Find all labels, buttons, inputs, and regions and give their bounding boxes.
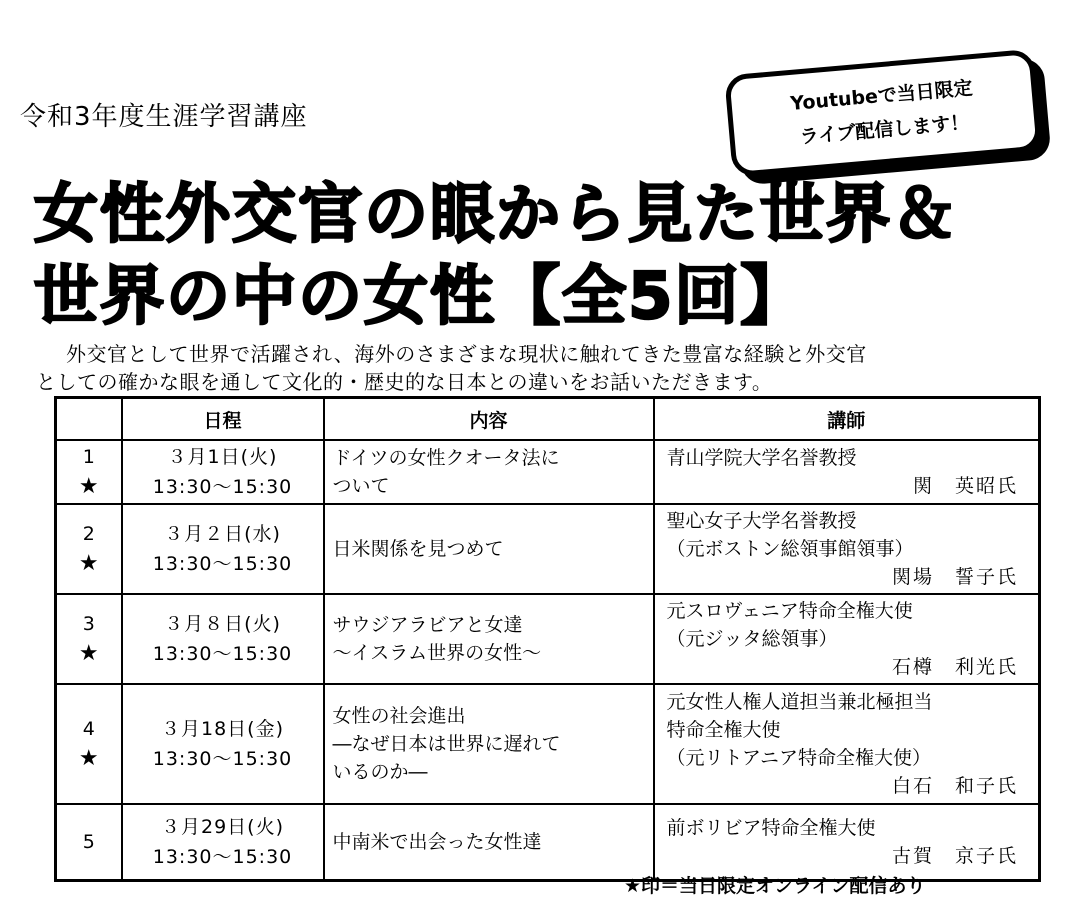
session-topic: ドイツの女性クオータ法に ついて [324, 440, 654, 504]
header-number [56, 398, 122, 441]
table-row [56, 594, 1040, 684]
session-topic: 日米関係を見つめて [324, 504, 654, 594]
youtube-live-badge [724, 49, 1042, 178]
lecturer-name: 古賀 京子氏 [891, 845, 1018, 867]
session-datetime: ３月1日(火) 13:30～15:30 [122, 440, 324, 504]
online-star-icon: ★ [78, 746, 99, 771]
badge-line-1: Youtubeで当日限定 [789, 77, 974, 115]
session-datetime: ３月18日(金) 13:30～15:30 [122, 684, 324, 804]
page-title-line-2: 世界の中の女性【全5回】 [34, 260, 807, 334]
header-lecturer: 講師 [654, 398, 1040, 441]
organizer-label: 令和3年度生涯学習講座 [20, 102, 308, 132]
lecturer-name: 白石 和子氏 [891, 775, 1018, 797]
session-topic: 女性の社会進出 ―なぜ日本は世界に遅れて いるのか― [324, 684, 654, 804]
session-number: 1 ★ [56, 440, 122, 504]
session-lecturer: 前ボリビア特命全権大使 古賀 京子氏 [654, 804, 1040, 881]
page-title-line-1: 女性外交官の眼から見た世界＆ [34, 178, 958, 252]
table-row [56, 684, 1040, 804]
session-lecturer: 元女性人権人道担当兼北極担当 特命全権大使 （元リトアニア特命全権大使） 白石 和子氏 [654, 684, 1040, 804]
table-row [56, 440, 1040, 504]
table-header-row [56, 398, 1040, 441]
intro-line-2: としての確かな眼を通して文化的・歴史的な日本との違いをお話いただきます。 [36, 370, 773, 394]
session-datetime: ３月２日(水) 13:30～15:30 [122, 504, 324, 594]
table-row [56, 804, 1040, 881]
online-star-icon: ★ [78, 641, 99, 666]
lecturer-name: 関場 誓子氏 [891, 566, 1018, 588]
online-footnote: ★印＝当日限定オンライン配信あり [624, 875, 926, 897]
intro-line-1 [36, 340, 1046, 368]
table-row [56, 504, 1040, 594]
session-datetime: ３月８日(火) 13:30～15:30 [122, 594, 324, 684]
header-schedule: 日程 [122, 398, 324, 441]
session-number: 4 ★ [56, 684, 122, 804]
online-star-icon: ★ [78, 551, 99, 576]
online-star-icon: ★ [78, 474, 99, 499]
session-lecturer: 元スロヴェニア特命全権大使 （元ジッタ総領事） 石樽 利光氏 [654, 594, 1040, 684]
session-lecturer: 聖心女子大学名誉教授 （元ボストン総領事館領事） 関場 誓子氏 [654, 504, 1040, 594]
session-topic: サウジアラビアと女達 ～イスラム世界の女性～ [324, 594, 654, 684]
session-number: 2 ★ [56, 504, 122, 594]
session-lecturer: 青山学院大学名誉教授 関 英昭氏 [654, 440, 1040, 504]
session-number: 5 [56, 804, 122, 881]
header-content: 内容 [324, 398, 654, 441]
session-number: 3 ★ [56, 594, 122, 684]
lecturer-name: 石樽 利光氏 [891, 656, 1018, 678]
session-datetime: ３月29日(火) 13:30～15:30 [122, 804, 324, 881]
lecturer-name: 関 英昭氏 [912, 475, 1018, 497]
session-topic: 中南米で出会った女性達 [324, 804, 654, 881]
badge-line-2: ライブ配信します！ [798, 111, 971, 149]
intro-line-1-text: 外交官として世界で活躍され、海外のさまざまな現状に触れてきた豊富な経験と外交官 [66, 342, 867, 366]
intro-text [36, 340, 1046, 396]
schedule-table [54, 396, 1041, 882]
